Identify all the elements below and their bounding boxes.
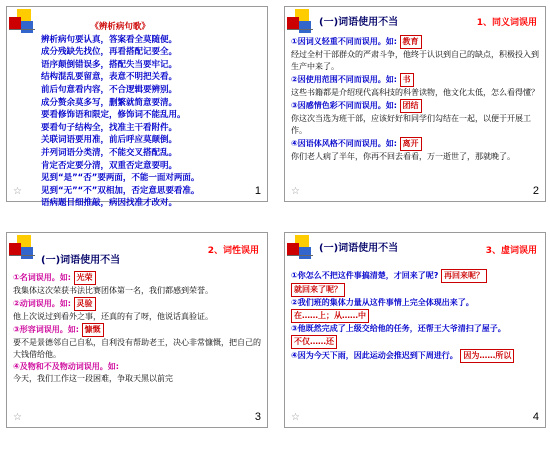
example-sentence: 今天，我们工作这一段困难，争取天黑以前完 [13,374,173,383]
star-icon: ☆ [291,186,300,197]
star-icon: ☆ [291,412,300,423]
poem-line: 结构混乱要留意，表意不明把关看。 [41,72,178,83]
correction-box: 再回来呢？ [441,269,487,283]
item-label: ②因使用范围不同而误用。如: [291,75,397,84]
correction-box: 不仅……还 [291,335,337,349]
slide-number: 4 [532,411,539,423]
slide-number: 2 [532,185,539,197]
slide-title: 《辨析病句歌》 [90,22,150,32]
decor-blocks [9,9,35,39]
example-item [291,99,539,137]
correction-box: 在……上；从……中 [291,309,369,323]
example-item [291,349,539,363]
poem-line: 要看句子结构全，找准主干看附件。 [41,122,178,133]
item-label: ③因感情色彩不同而误用。如: [291,101,397,110]
correction-box: 就回来了呢？ [291,283,345,297]
poem-line: 肯定否定要分清，双重否定意要明。 [41,160,178,171]
section-tag: 2、词性误用 [207,246,259,256]
example-item [291,137,539,163]
example-item [291,269,539,297]
correction-box: 灵验 [74,297,96,311]
example-item [291,323,539,349]
poem-line: 要看修饰语和限定，修饰词不能乱用。 [41,110,186,121]
slide-heading: (一)词语使用不当 [41,255,121,266]
item-label: ②我们班的集体力量从这件事情上完全体现出来了。 [291,298,474,307]
poem-line: 见到“无”“不”双相加，否定意思要看准。 [41,185,200,196]
correction-box: 光荣 [74,271,96,285]
item-label: ③他既然完成了上级交给他的任务，还帮王大爷清扫了屋子。 [291,324,506,333]
poem-line: 前后句意看内容，不合逻辑要辨别。 [41,84,178,95]
correction-box: 离开 [400,137,422,151]
slide-number: 3 [254,411,261,423]
slide-2[interactable] [284,6,546,202]
example-sentence: 要不是景德邻自己自私，自利没有帮助老王，决心非常慷慨，把自己的大钱借给他。 [13,338,261,359]
poem-lines [41,21,199,210]
slide-3[interactable] [6,232,268,428]
example-item [13,297,261,323]
poem-line: 辨析病句要认真，答案看全莫随便。 [41,34,178,45]
example-sentence: 这些书籍都是介绍现代高科技的科普读物，他文化太低，怎么看得懂？ [291,88,539,97]
section-tag: 1、同义词误用 [476,18,537,28]
slide-1[interactable] [6,6,268,209]
slide-4[interactable] [284,232,546,428]
item-label: ④及物和不及物动词误用。如: [13,362,119,371]
slide-number: 1 [254,185,261,197]
poem-line: 语序颠倒错误多，搭配失当要牢记。 [41,59,178,70]
decor-blocks [9,235,35,265]
example-item [291,297,539,323]
example-sentence: 你们老人病了半年，你再不回去看看，万一逝世了，那就晚了。 [291,152,515,161]
item-label: ②动词误用。如: [13,299,71,308]
decor-blocks [287,235,313,265]
slide-body [291,35,539,163]
section-tag: 3、虚词误用 [485,246,537,256]
slide-body [291,269,539,363]
example-sentence: 他上次说过到看外之事，还真的有了呀，他说话真验证。 [13,312,213,321]
example-sentence: 经过全村干部群众的严肃斗争，他终于认识到自己的缺点，积极投入到生产中来了。 [291,50,539,71]
poem-line: 语病题目细推敲，病因找准才改对。 [41,198,178,209]
item-label: ④因为今天下雨，因此运动会推迟到下周进行。 [291,351,458,360]
example-item [291,73,539,99]
example-item [13,271,261,297]
star-icon: ☆ [13,412,22,423]
poem-line: 成分残缺先找位，再看搭配记要全。 [41,47,178,58]
item-label: ③形容词误用。如: [13,325,79,334]
item-label: ④因语体风格不同而误用。如: [291,139,397,148]
correction-box: 因为……所以 [460,349,514,363]
correction-box: 团结 [400,99,422,113]
item-label: ①你怎么不把这件事搞清楚，才回来了呢? [291,271,439,280]
item-label: ①因词义轻重不同而误用。如: [291,37,397,46]
star-icon: ☆ [13,186,22,197]
poem-line: 并列词语分类清，不能交叉搭配乱。 [41,147,178,158]
example-sentence: 我集体这次荣获书法比赛团体第一名，我们都感到荣誉。 [13,286,213,295]
poem-line: 关联词语要用准，前后呼应莫颠倒。 [41,135,178,146]
correction-box: 教育 [400,35,422,49]
example-item [291,35,539,73]
correction-box: 慷慨 [82,323,104,337]
example-item [13,361,261,385]
example-sentence: 你这次当选为班干部，应该好好和同学们勾结在一起，以便于开展工作。 [291,114,531,135]
slide-heading: (一)词语使用不当 [319,243,399,254]
slide-heading: (一)词语使用不当 [319,17,399,28]
poem-line: 成分赘余莫多写，删繁就简意要清。 [41,97,178,108]
example-item [13,323,261,361]
correction-box: 书 [400,73,414,87]
slide-body [13,271,261,385]
poem-line: 见到“是”“否”要两面，不能一面对两面。 [41,173,200,184]
item-label: ①名词误用。如: [13,273,71,282]
